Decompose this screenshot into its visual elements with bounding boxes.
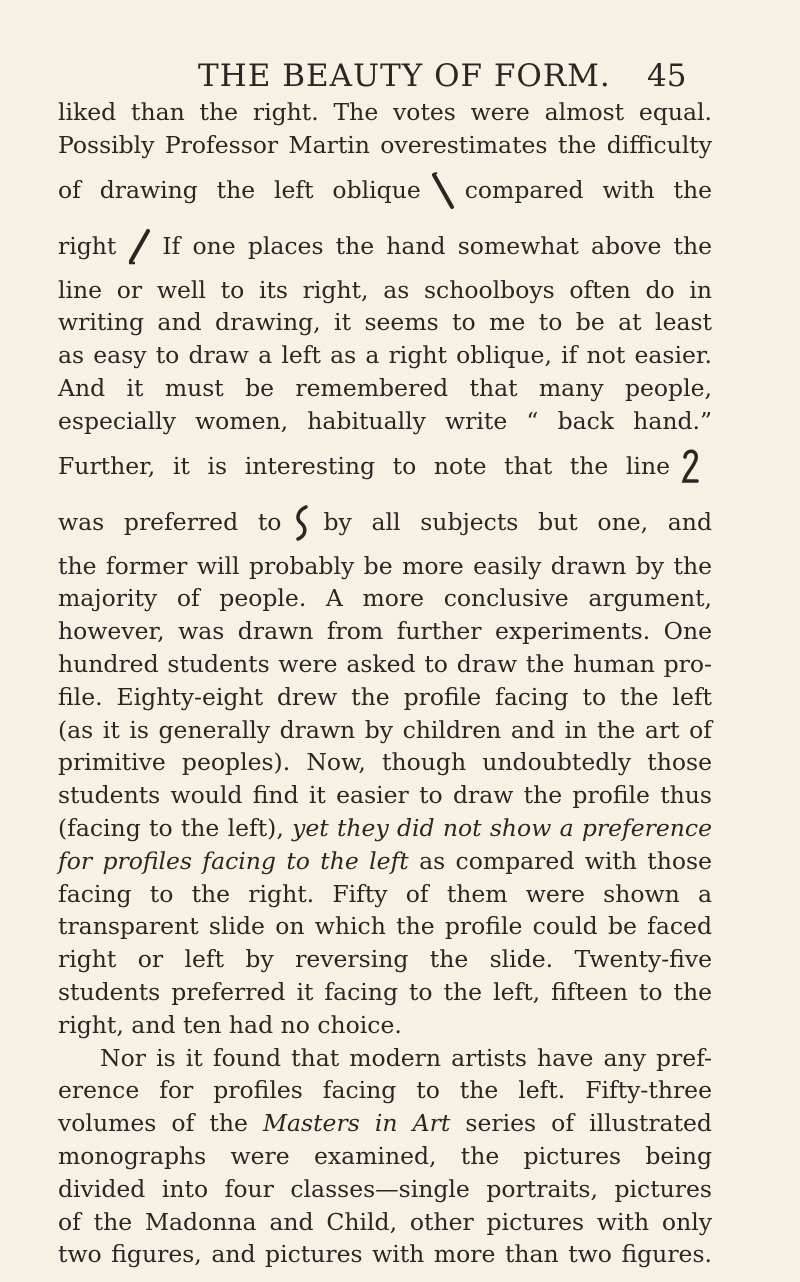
text-line: Further, it is interesting to note that the line bbox=[58, 438, 712, 494]
text-line: Nor is it found that modern artists have any pref- bbox=[100, 1043, 712, 1072]
text-line: of the Madonna and Child, other pictures with only bbox=[58, 1207, 712, 1236]
text-line: line or well to its right, as schoolboys often do in bbox=[58, 275, 712, 304]
text-line: right or left by reversing the slide. Twenty-five bbox=[58, 945, 712, 974]
text-line: however, was drawn from further experiments. One bbox=[58, 617, 712, 646]
left-oblique-stroke-icon bbox=[431, 171, 455, 211]
text-line: the former will probably be more easily drawn by the bbox=[58, 551, 712, 580]
text-line: Possibly Professor Martin overestimates the difficulty bbox=[58, 130, 712, 159]
running-title: THE BEAUTY OF FORM. bbox=[198, 58, 611, 94]
text-line: hundred students were asked to draw the human pro- bbox=[58, 649, 712, 678]
text-line: right, and ten had no choice. bbox=[58, 1010, 402, 1039]
text-line: students preferred it facing to the left, fifteen to the bbox=[58, 977, 712, 1006]
right-oblique-stroke-icon bbox=[126, 227, 152, 267]
page-header bbox=[0, 58, 800, 98]
body-text bbox=[58, 96, 712, 1271]
curve-left-glyph-icon bbox=[680, 447, 702, 487]
text-line: And it must be remembered that many people, bbox=[58, 373, 712, 402]
text-line: two figures, and pictures with more than two figures. bbox=[58, 1240, 712, 1269]
text-line: especially women, habitually write “ back hand.” bbox=[58, 406, 712, 435]
text-line: erence for profiles facing to the left. Fifty-three bbox=[58, 1076, 712, 1105]
text-line: as easy to draw a left as a right oblique, if not easier. bbox=[58, 341, 712, 370]
text-line: majority of people. A more conclusive argument, bbox=[58, 584, 712, 613]
text-line: for profiles facing to the left as compared with those bbox=[58, 846, 713, 875]
text-line: facing to the right. Fifty of them were shown a bbox=[58, 879, 712, 908]
text-line: of drawing the left oblique compared with the bbox=[58, 162, 712, 218]
page-number: 45 bbox=[647, 58, 687, 94]
text-line: was preferred to by all subjects but one, and bbox=[58, 494, 712, 550]
text-line: transparent slide on which the profile could be faced bbox=[58, 912, 712, 941]
text-line: liked than the right. The votes were almost equal. bbox=[58, 98, 712, 126]
text-line: writing and drawing, it seems to me to be at least bbox=[58, 308, 712, 337]
text-line: students would find it easier to draw the profile thus bbox=[58, 781, 712, 810]
text-line: right If one places the hand somewhat above the bbox=[58, 218, 712, 274]
text-line: primitive peoples). Now, though undoubtedly those bbox=[58, 748, 712, 777]
s-curve-glyph-icon bbox=[291, 503, 313, 543]
text-line: divided into four classes—single portraits, pictures bbox=[58, 1174, 712, 1203]
text-line: volumes of the Masters in Art series of illustrated bbox=[58, 1109, 712, 1138]
text-line: monographs were examined, the pictures being bbox=[58, 1141, 712, 1170]
text-line: file. Eighty-eight drew the profile facing to the left bbox=[58, 682, 712, 711]
text-line: (as it is generally drawn by children and in the art of bbox=[58, 715, 712, 744]
text-line: (facing to the left), yet they did not show a preference bbox=[58, 813, 712, 842]
